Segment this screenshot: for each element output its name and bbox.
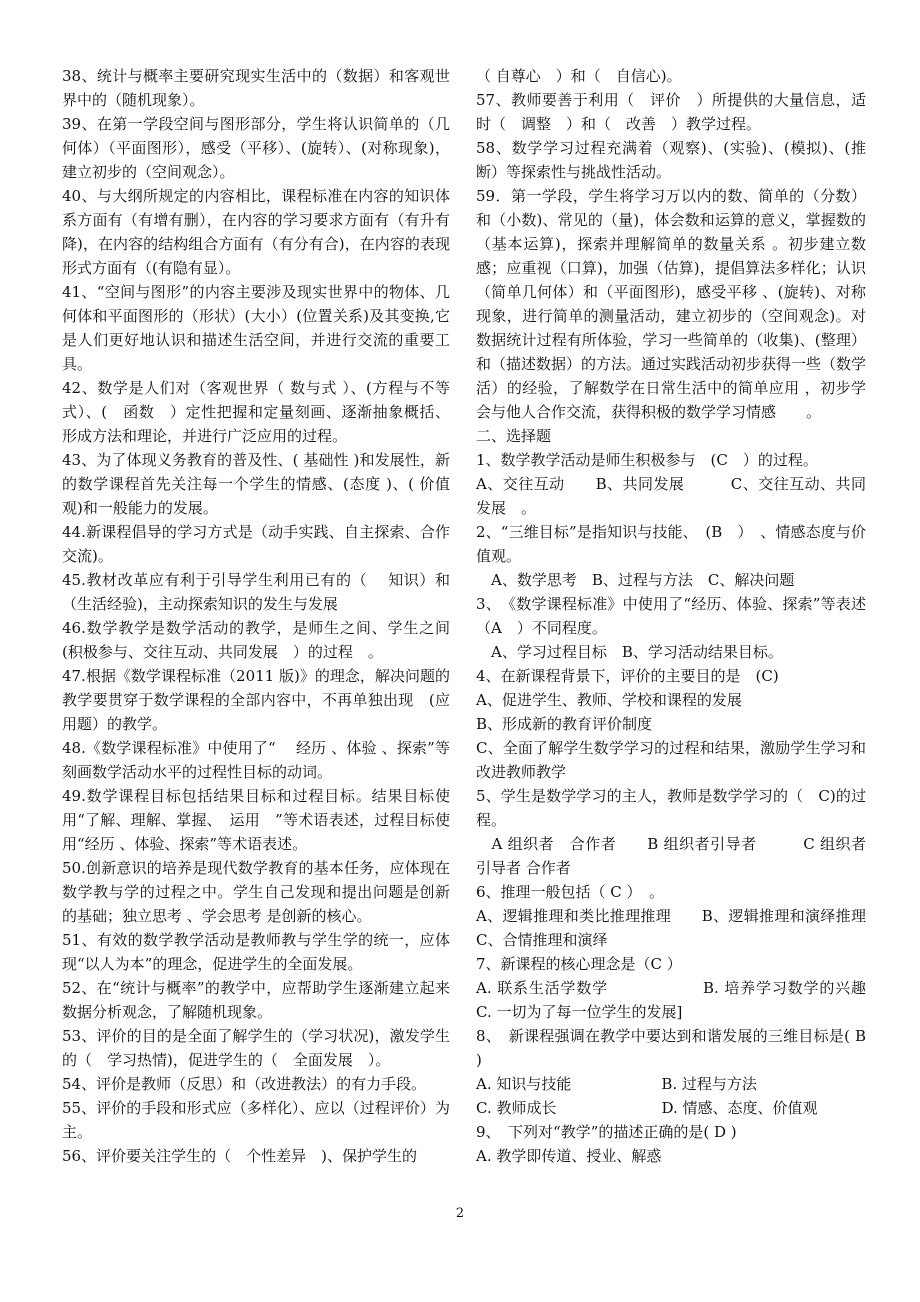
question-item: 38、统计与概率主要研究现实生活中的（数据）和客观世界中的（随机现象）。 (62, 67, 450, 109)
question-item: （ 自尊心 ）和（ 自信心)。 (476, 67, 682, 85)
question-item: 7、新课程的核心理念是（C ） (476, 955, 682, 973)
question-item: 54、评价是教师（反思）和（改进教法）的有力手段。 (62, 1075, 427, 1093)
question-item: 9、 下列对“教学”的描述正确的是( D ) (476, 1123, 737, 1141)
question-item: C、全面了解学生数学学习的过程和结果，激励学生学习和改进教师教学 (476, 739, 866, 781)
question-item: 55、评价的手段和形式应（多样化）、应以（过程评价）为主。 (62, 1099, 450, 1141)
question-item: 46.数学教学是数学活动的教学，是师生之间、学生之间 (积极参与、交往互动、共同发展 ）的过程 。 (62, 619, 466, 661)
question-item: A. 知识与技能 B. 过程与方法 (476, 1075, 757, 1093)
question-item: A 组织者 合作者 B 组织者引导者 C 组织者 引导者 合作者 (476, 835, 866, 877)
question-item: 52、在“统计与概率”的教学中，应帮助学生逐渐建立起来数据分析观念，了解随机现象。 (62, 979, 450, 1021)
question-item: 51、有效的数学教学活动是教师教与学生学的统一，应体现“以人为本”的理念，促进学生的全面发展。 (62, 931, 450, 973)
question-item: 8、 新课程强调在教学中要达到和谐发展的三维目标是( B ) (476, 1027, 866, 1069)
question-item: 57、教师要善于利用（ 评价 ）所提供的大量信息，适时（ 调整 ）和（ 改善 ）教学过程。 (476, 91, 866, 133)
right-column (476, 64, 912, 1168)
question-item: A、数学思考 B、过程与方法 C、解决问题 (476, 571, 795, 589)
question-item: 49.数学课程目标包括结果目标和过程目标。结果目标使用“了解、理解、掌握、 运用 ”等术语表述，过程目标使用“经历 、体验、探索”等术语表述。 (62, 787, 450, 853)
question-item: 1、数学教学活动是师生积极参与 (C ）的过程。 (476, 451, 818, 469)
question-item: 58、数学学习过程充满着（观察)、(实验)、(模拟)、(推断）等探索性与挑战性活动。 (476, 139, 866, 181)
question-item: 53、评价的目的是全面了解学生的（学习状况)，激发学生的（ 学习热情)，促进学生的（ 全面发展 ）。 (62, 1027, 450, 1069)
question-item: 47.根据《数学课程标准（2011 版)》的理念，解决问题的教学要贯穿于数学课程的全部内容中，不再单独出现 (应用题）的教学。 (62, 667, 450, 733)
question-item: C. 教师成长 D. 情感、态度、价值观 (476, 1099, 818, 1117)
question-item: 45.教材改革应有利于引导学生利用已有的（ 知识）和（生活经验)，主动探索知识的发生与发展 (62, 571, 450, 613)
question-item: A. 联系生活学数学 B. 培养学习数学的兴趣 C. 一切为了每一位学生的发展] (476, 979, 882, 1021)
question-item: 50.创新意识的培养是现代数学教育的基本任务，应体现在数学教与学的过程之中。学生自己发现和提出问题是创新的基础；独立思考 、学会思考 是创新的核心。 (62, 859, 450, 925)
question-item: 42、数学是人们对（客观世界（ 数与式 ）、(方程与不等式）、( 函数 ）定性把握和定量刻画、逐渐抽象概括、形成方法和理论，并进行广泛应用的过程。 (62, 379, 450, 445)
question-item: 56、评价要关注学生的（ 个性差异 )、保护学生的 (62, 1147, 417, 1165)
question-item: 44.新课程倡导的学习方式是（动手实践、自主探索、合作交流)。 (62, 523, 450, 565)
question-item: 5、学生是数学学习的主人，教师是数学学习的（ C)的过程。 (476, 787, 866, 829)
question-item: A、学习过程目标 B、学习活动结果目标。 (476, 643, 783, 661)
question-item: 二、选择题 (476, 427, 552, 445)
question-item: A、交往互动 B、共同发展 C、交往互动、共同发展 。 (476, 475, 866, 517)
question-item: 41、“空间与图形”的内容主要涉及现实世界中的物体、几何体和平面图形的（形状）(大小）(位置关系)及其变换,它是人们更好地认识和描述生活空间，并进行交流的重要工具。 (62, 283, 450, 373)
question-item: A. 教学即传道、授业、解惑 (476, 1147, 662, 1165)
question-item: 2、“三维目标”是指知识与技能、 (B ） 、情感态度与价值观。 (476, 523, 866, 565)
question-item: 43、为了体现义务教育的普及性、( 基础性 )和发展性，新的数学课程首先关注每一个学生的情感、(态度 )、( 价值观)和一般能力的发展。 (62, 451, 450, 517)
question-item: 4、在新课程背景下，评价的主要目的是 (C) (476, 667, 779, 685)
question-item: 6、推理一般包括（ C ） 。 (476, 883, 665, 901)
question-item: 3、 《数学课程标准》中使用了“经历、体验、探索”等表述（A ）不同程度。 (476, 595, 866, 637)
question-item: 59．第一学段，学生将学习万以内的数、简单的（分数）和（小数)、常见的（量)，体会数和运算的意义，掌握数的（基本运算)，探索并理解简单的数量关系 。初步建立数感；应重视（口算)，加强（估算)，提倡算法多样化；认识（简单几何体）和（平面图形)，感受平移 、(旋转)、对称现象，进行简单的测量活动，建立初步的（空间观念)。对数据统计过程有所体验，学习一些简单的（收集)、(整理）和（描述数据）的方法。通过实践活动初步获得一些（数学活）的经验，了解数学在日常生活中的简单应用 ，初步学会与他人合作交流，获得积极的数学学习情感 。 (476, 187, 867, 421)
question-item: 39、在第一学段空间与图形部分，学生将认识简单的（几何体）（平面图形），感受（平移）、(旋转）、(对称现象)，建立初步的（空间观念）。 (62, 115, 450, 181)
question-item: A、促进学生、教师、学校和课程的发展 (476, 691, 742, 709)
question-item: A、逻辑推理和类比推理推理 B、逻辑推理和演绎推理 C、合情推理和演绎 (476, 907, 912, 949)
question-item: B、形成新的教育评价制度 (476, 715, 653, 733)
question-item: 40、与大纲所规定的内容相比，课程标准在内容的知识体系方面有（有增有删），在内容的学习要求方面有（有升有降)，在内容的结构组合方面有（有分有合)，在内容的表现形式方面有（(有隐有显）。 (62, 187, 450, 277)
page-number: 2 (455, 1206, 465, 1221)
left-column (62, 64, 466, 1168)
question-item: 48.《数学课程标准》中使用了“ 经历 、体验 、探索”等刻画数学活动水平的过程性目标的动词。 (62, 739, 450, 781)
